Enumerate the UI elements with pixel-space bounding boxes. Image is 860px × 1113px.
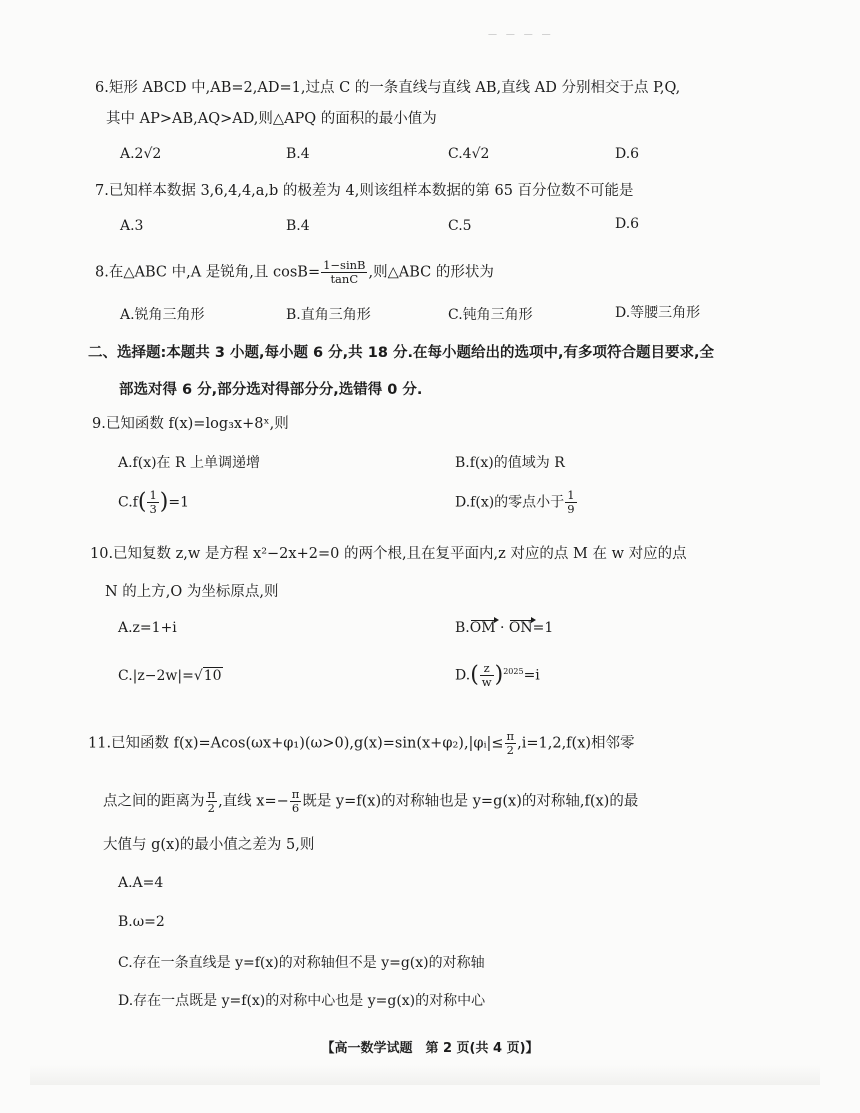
q7-option-b: B.4 bbox=[286, 218, 310, 234]
q8-fraction bbox=[321, 259, 367, 286]
q11-line2-prefix: 点之间的距离为 bbox=[103, 793, 205, 810]
q10-optc-prefix: C.|z−2w|= bbox=[118, 668, 194, 684]
section2-heading-line2: 部选对得 6 分,部分选对得部分分,选错得 0 分. bbox=[119, 382, 423, 398]
q11-line2-suffix: 既是 y=f(x)的对称轴也是 y=g(x)的对称轴,f(x)的最 bbox=[302, 793, 639, 810]
q10-optd-den: w bbox=[481, 675, 492, 689]
q10-stem-line1: 10.已知复数 z,w 是方程 x²−2x+2=0 的两个根,且在复平面内,z 对应的点 M 在 w 对应的点 bbox=[90, 546, 687, 562]
q8-option-d: D.等腰三角形 bbox=[615, 305, 701, 321]
q6-option-a: A.2√2 bbox=[120, 146, 162, 162]
q10-optb-dot: · bbox=[495, 620, 509, 636]
q10-optc-root: 10 bbox=[203, 668, 222, 684]
q11-option-b: B.ω=2 bbox=[118, 914, 165, 930]
q8-frac-num: 1−sinB bbox=[323, 258, 366, 272]
q9-option-c: C.f( $\frac{1}{3}$ )=1 bbox=[118, 488, 190, 516]
q6-option-c: C.4√2 bbox=[448, 146, 490, 162]
q6-option-b: B.4 bbox=[286, 146, 310, 162]
q6-stem-line2: 其中 AP>AB,AQ>AD,则△APQ 的面积的最小值为 bbox=[106, 111, 437, 127]
q10-option-a: A.z=1+i bbox=[118, 620, 177, 636]
q6-stem-line1: 6.矩形 ABCD 中,AB=2,AD=1,过点 C 的一条直线与直线 AB,直线 AD 分别相交于点 P,Q, bbox=[95, 80, 681, 96]
q9-option-b: B.f(x)的值域为 R bbox=[455, 455, 565, 471]
q6-option-d: D.6 bbox=[615, 146, 640, 162]
q11-line2-mid: ,直线 x=− bbox=[218, 793, 289, 810]
q10-option-b bbox=[455, 620, 553, 636]
q7-option-d: D.6 bbox=[615, 216, 640, 232]
q11-line1-prefix: 11.已知函数 f(x)=Acos(ωx+φ₁)(ω>0),g(x)=sin(x+φ₂),|φᵢ|≤ bbox=[88, 735, 504, 752]
q11-line2-den2: 6 bbox=[291, 801, 300, 815]
q8-stem bbox=[95, 259, 494, 286]
q8-frac-den: tanC bbox=[330, 272, 359, 286]
q11-line1-den: 2 bbox=[506, 743, 514, 757]
q8-option-b: B.直角三角形 bbox=[286, 307, 371, 323]
q9-option-d bbox=[455, 489, 578, 516]
q11-option-c: C.存在一条直线是 y=f(x)的对称轴但不是 y=g(x)的对称轴 bbox=[118, 955, 485, 971]
q11-line2-den1: 2 bbox=[207, 801, 215, 815]
q10-optd-suffix: =i bbox=[523, 667, 540, 684]
q8-option-c: C.钝角三角形 bbox=[448, 307, 533, 323]
q11-option-a: A.A=4 bbox=[118, 875, 164, 891]
q11-line1-suffix: ,i=1,2,f(x)相邻零 bbox=[517, 735, 635, 752]
q10-optb-prefix: B. bbox=[455, 620, 470, 636]
q7-stem: 7.已知样本数据 3,6,4,4,a,b 的极差为 4,则该组样本数据的第 65 百分位数不可能是 bbox=[95, 183, 634, 199]
q9-optd-num: 1 bbox=[567, 488, 575, 502]
q9-optc-suffix: =1 bbox=[168, 494, 190, 511]
page-footer: 【高一数学试题 第 2 页(共 4 页)】 bbox=[321, 1041, 539, 1056]
q10-optd-num: z bbox=[480, 662, 494, 676]
q10-optd-prefix: D. bbox=[455, 667, 471, 684]
q7-option-a: A.3 bbox=[120, 218, 144, 234]
q10-option-d: D.( $\frac{z}{w}$ )$^{2025}$=i bbox=[455, 661, 540, 689]
section2-heading-line1: 二、选择题:本题共 3 小题,每小题 6 分,共 18 分.在每小题给出的选项中,有多项符合题目要求,全 bbox=[88, 345, 714, 361]
q9-optd-prefix: D.f(x)的零点小于 bbox=[455, 494, 565, 511]
q10-optb-suffix: =1 bbox=[532, 620, 554, 636]
q9-optc-den: 3 bbox=[149, 502, 157, 516]
header-mark: — — — — bbox=[488, 30, 554, 40]
q11-line2-num1: π bbox=[207, 787, 216, 801]
q10-optd-exp: 2025 bbox=[503, 666, 524, 676]
vector-on: ON bbox=[508, 620, 533, 636]
q11-stem-line2 bbox=[103, 788, 638, 815]
q9-stem: 9.已知函数 f(x)=log₃x+8ˣ,则 bbox=[92, 416, 289, 432]
q8-stem-prefix: 8.在△ABC 中,A 是锐角,且 cosB= bbox=[95, 264, 321, 281]
q9-optd-den: 9 bbox=[567, 502, 575, 516]
q8-option-a: A.锐角三角形 bbox=[120, 307, 205, 323]
q9-optc-num: 1 bbox=[149, 488, 157, 502]
q9-optc-prefix: C.f bbox=[118, 494, 138, 511]
q11-line2-num2: π bbox=[291, 787, 300, 801]
q11-stem-line3: 大值与 g(x)的最小值之差为 5,则 bbox=[103, 837, 315, 853]
q7-option-c: C.5 bbox=[448, 218, 472, 234]
q11-option-d: D.存在一点既是 y=f(x)的对称中心也是 y=g(x)的对称中心 bbox=[118, 993, 486, 1009]
q10-stem-line2: N 的上方,O 为坐标原点,则 bbox=[105, 584, 279, 600]
vector-om: OM bbox=[469, 620, 496, 636]
q11-stem-line1 bbox=[88, 730, 635, 757]
q10-option-c: C.|z−2w|=√10 bbox=[118, 668, 222, 684]
q9-option-a: A.f(x)在 R 上单调递增 bbox=[118, 455, 261, 471]
q11-line1-num: π bbox=[506, 729, 515, 743]
q8-stem-suffix: ,则△ABC 的形状为 bbox=[368, 264, 494, 281]
